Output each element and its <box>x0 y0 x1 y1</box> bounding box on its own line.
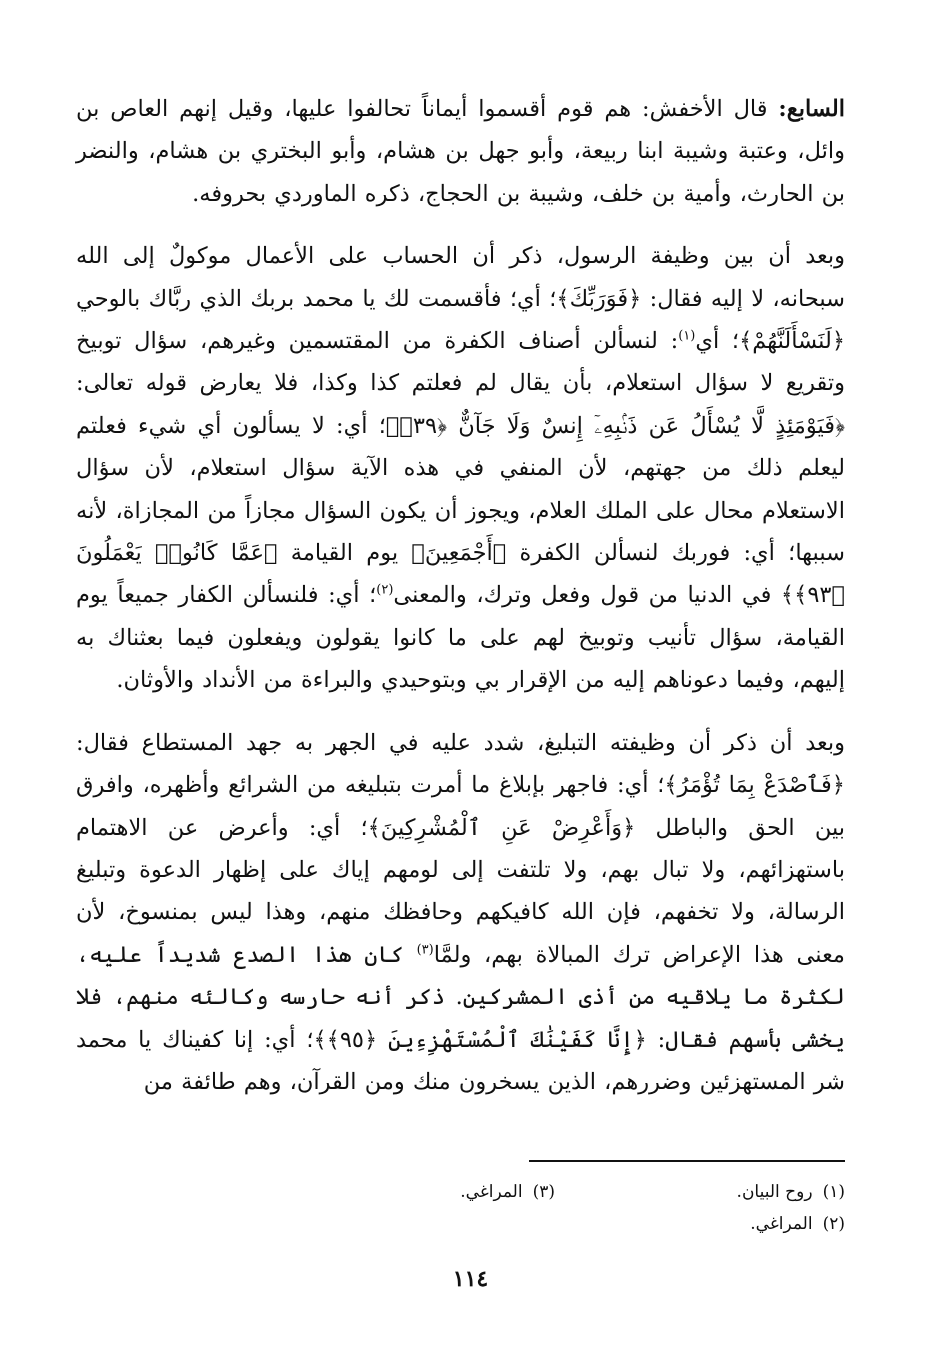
paragraph-2-text-part-3: ؛ أي: فلنسألن الكفار جميعاً يوم القيامة، سؤال تأنيب وتوبيخ لهم على ما كانوا يقولون ويفعلون فيما بعثناك به إليهم، وفيما دعوناهم إليه من الإقرار بي وبتوحيدي والبراءة من الأنداد والأوثان. <box>76 582 845 694</box>
paragraph-lead-heading: السابع: <box>778 96 845 122</box>
footnote-separator <box>529 1160 845 1162</box>
footnote-text: روح البيان. <box>736 1182 813 1202</box>
footnote-number: (٣) <box>532 1182 555 1202</box>
paragraph-1-text: قال الأخفش: هم قوم أقسموا أيماناً تحالفوا عليها، وقيل إنهم العاص بن وائل، وعتبة وشيبة ابنا ربيعة، وأبو جهل بن هشام، وأبو البختري بن هشام، والنضر بن الحارث، وأمية بن خلف، وشيبة بن الحجاج، ذكره الماوردي بحروفه. <box>76 96 845 207</box>
paragraph-2 <box>76 235 845 701</box>
paragraph-2-text-part-2: : لنسألن أصناف الكفرة من المقتسمين وغيرهم، سؤال توبيخ وتقريع لا سؤال استعلام، بأن يقال لم فعلتم كذا وكذا، فلا يعارض قوله تعالى: ﴿فَيَوْمَئِذٍ لَّا يُسْأَلُ عَن ذَنۢبِهِۦٓ إِنسٌ وَلَا جَآنٌّ ﴿٣٩﴾﴾؛ أي: لا يسألون أي شيء فعلتم ليعلم ذلك من جهتهم، لأن المنفي في هذه الآية سؤال استعلام، لأن سؤال الاستعلام محال على الملك العلام، ويجوز أن يكون السؤال مجازاً من المجازاة، لأنه سببها؛ أي: فوربك لنسألن الكفرة ﴿أَجْمَعِينَ﴾ يوم القيامة ﴿عَمَّا كَانُوا۟ يَعْمَلُونَ ﴿٩٣﴾﴾ في الدنيا من قول وفعل وترك، والمعنى <box>76 328 846 609</box>
footnote-item <box>555 1208 845 1240</box>
paragraph-3-text-part-2: كان هذا الصدع شديداً عليه، لكثرة ما يلاقيه من أذى المشركين. ذكر أنه حارسه وكالئه منهم، فلا يخشى بأسهم فقال: ﴿إِنَّا كَفَيْنَٰكَ ٱلْمُسْتَهْزِءِينَ ﴿٩٥﴾﴾؛ أي: إنا كفيناك يا محمد شر المستهزئين وضررهم، الذين يسخرون منك ومن القرآن، وهم طائفة من <box>76 941 845 1095</box>
footnotes <box>75 1176 845 1240</box>
footnote-reference-1: (١) <box>678 328 696 344</box>
footnote-number: (٢) <box>822 1214 845 1234</box>
footnote-item <box>265 1176 555 1208</box>
footnote-item <box>555 1176 845 1208</box>
paragraph-3-text-part-1: وبعد أن ذكر أن وظيفته التبليغ، شدد عليه في الجهر به جهد المستطاع فقال: ﴿فَٱصْدَعْ بِمَا تُؤْمَرُ﴾؛ أي: فاجهر بإبلاغ ما أمرت بتبليغه من الشرائع وأظهره، وافرق بين الحق والباطل ﴿وَأَعْرِضْ عَنِ ٱلْمُشْرِكِينَ﴾؛ أي: وأعرض عن الاهتمام باستهزائهم، ولا تبال بهم، ولا تلتفت إلى لومهم إياك على إظهار الدعوة وتبليغ الرسالة، ولا تخفهم، فإن الله كافيكهم وحافظك منهم، وهذا ليس بمنسوخ، لأن معنى هذا الإعراض ترك المبالاة بهم، ولمَّا <box>76 729 845 968</box>
footnote-text: المراغي. <box>460 1182 523 1202</box>
footnote-row <box>75 1176 845 1208</box>
footnote-number: (١) <box>822 1182 845 1202</box>
footnote-reference-3: (٣) <box>416 942 434 958</box>
footnote-text: المراغي. <box>750 1214 813 1234</box>
paragraph-3 <box>76 722 845 1104</box>
paragraph-1 <box>76 88 845 215</box>
footnote-row <box>75 1208 845 1240</box>
paragraph-2-text-part-1: وبعد أن بين وظيفة الرسول، ذكر أن الحساب على الأعمال موكولٌ إلى الله سبحانه، لا إليه فقال: ﴿فَوَرَبِّكَ﴾؛ أي؛ فأقسمت لك يا محمد بربك الذي ربَّاك بالوحي ﴿لَنَسْأَلَنَّهُمْ﴾؛ أي <box>76 243 845 355</box>
footnote-reference-2: (٢) <box>376 582 394 598</box>
page-number: ١١٤ <box>452 1266 489 1292</box>
